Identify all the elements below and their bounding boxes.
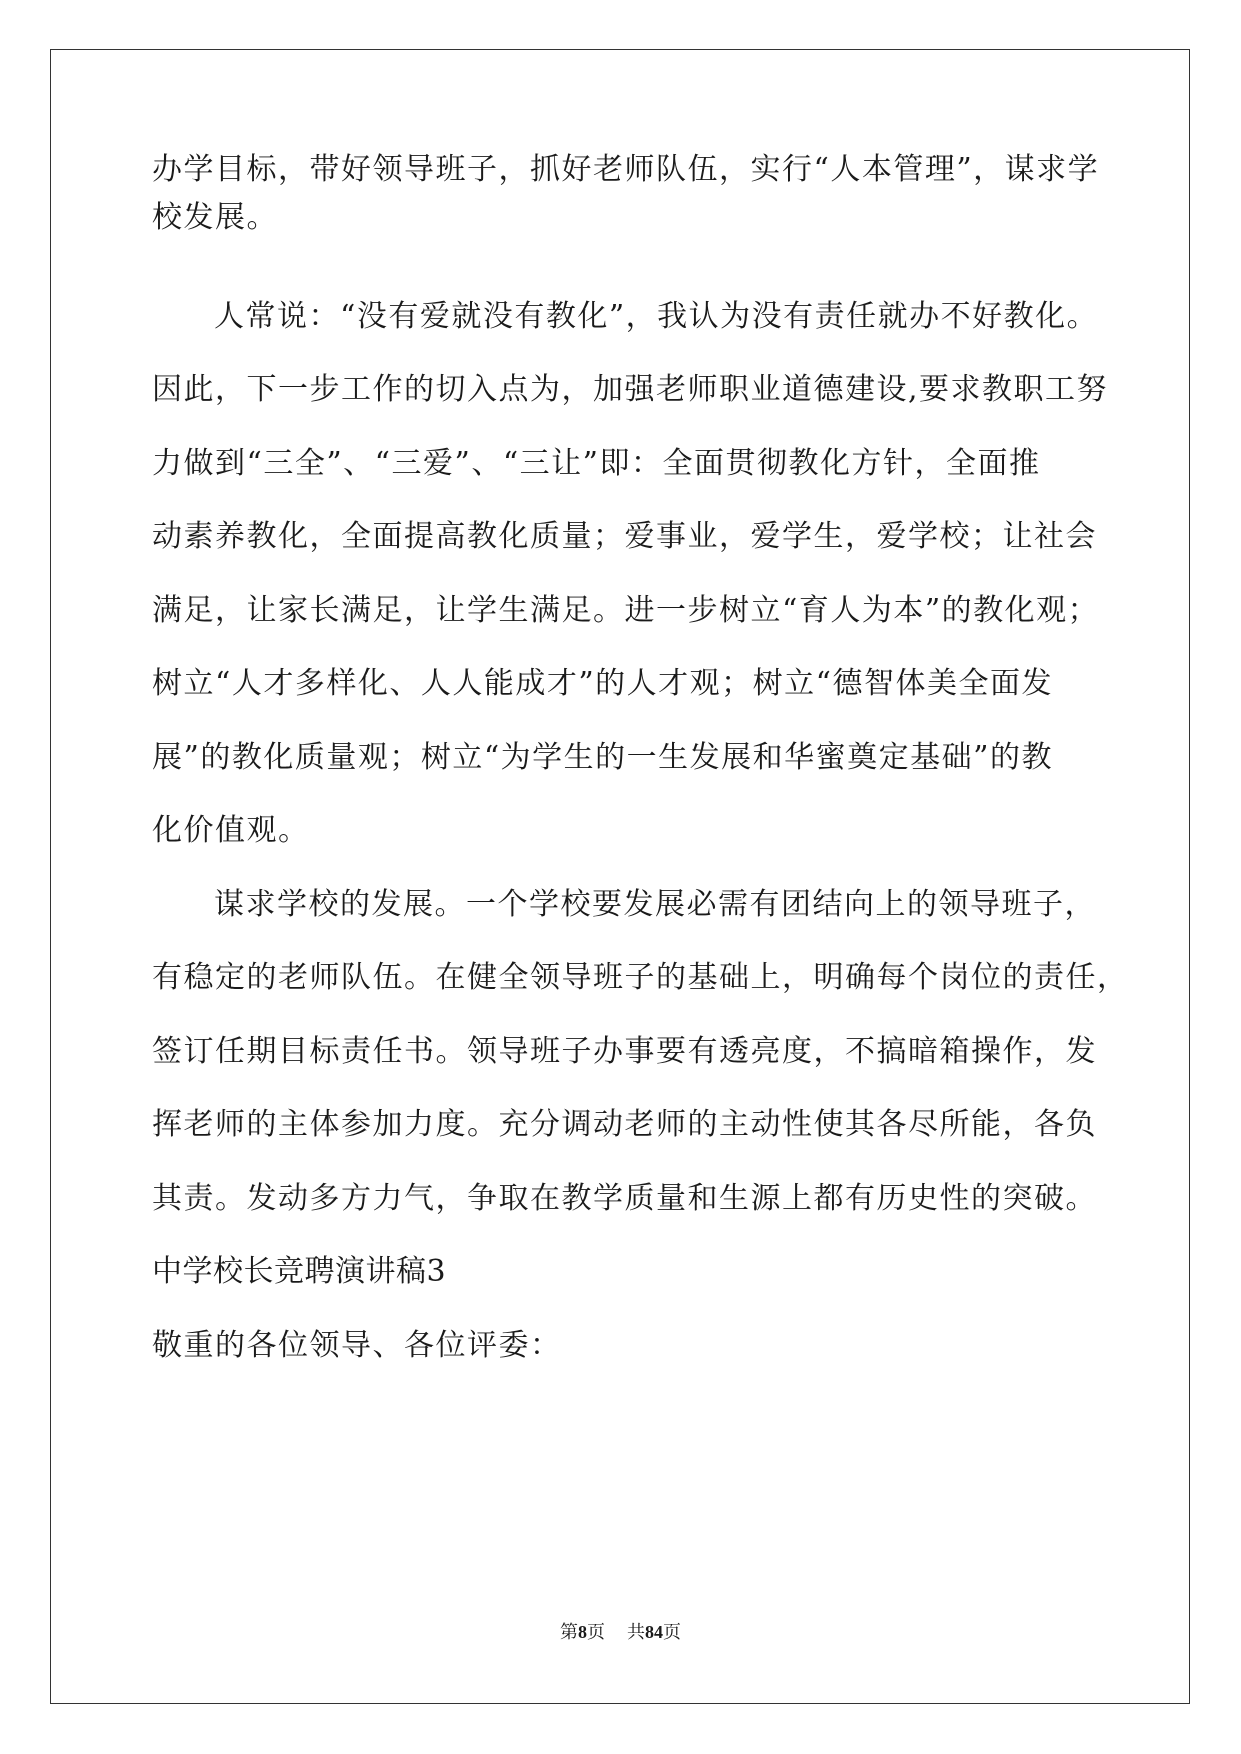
text-line: 满足，让家长满足，让学生满足。进一步树立“育人为本”的教化观； — [152, 593, 1100, 628]
total-suffix: 页 — [663, 1622, 681, 1643]
text-line: 校发展。 — [152, 200, 278, 235]
text-line: 展”的教化质量观；树立“为学生的一生发展和华蜜奠定基础”的教 — [152, 740, 1054, 775]
text-line: 签订任期目标责任书。领导班子办事要有透亮度，不搞暗箱操作，发 — [152, 1034, 1097, 1069]
text-line: 力做到“三全”、“三爱”、“三让”即：全面贯彻教化方针，全面推 — [152, 446, 1041, 481]
total-pages: 84 — [645, 1622, 663, 1642]
paragraph-start-line: 人常说：“没有爱就没有教化”，我认为没有责任就办不好教化。 — [214, 299, 1099, 334]
text-line: 其责。发动多方力气，争取在教学质量和生源上都有历史性的突破。 — [152, 1181, 1097, 1216]
salutation-line: 敬重的各位领导、各位评委： — [152, 1328, 562, 1363]
text-line: 动素养教化，全面提高教化质量；爱事业，爱学生，爱学校；让社会 — [152, 519, 1097, 554]
text-line: 树立“人才多样化、人人能成才”的人才观；树立“德智体美全面发 — [152, 666, 1054, 701]
total-prefix: 共 — [627, 1622, 645, 1643]
text-line: 挥老师的主体参加力度。充分调动老师的主动性使其各尽所能，各负 — [152, 1107, 1097, 1142]
text-line: 有稳定的老师队伍。在健全领导班子的基础上，明确每个岗位的责任， — [152, 960, 1129, 995]
page-prefix: 第 — [560, 1622, 578, 1643]
page-number: 8 — [578, 1622, 587, 1642]
page-footer — [0, 1620, 1241, 1645]
text-line: 因此，下一步工作的切入点为，加强老师职业道德建设,要求教职工努 — [152, 372, 1109, 407]
page-suffix: 页 — [587, 1622, 605, 1643]
text-line: 办学目标，带好领导班子，抓好老师队伍，实行“人本管理”，谋求学 — [152, 152, 1100, 187]
section-heading: 中学校长竞聘演讲稿3 — [152, 1254, 447, 1289]
paragraph-start-line: 谋求学校的发展。一个学校要发展必需有团结向上的领导班子， — [214, 887, 1096, 922]
text-line: 化价值观。 — [152, 813, 310, 848]
